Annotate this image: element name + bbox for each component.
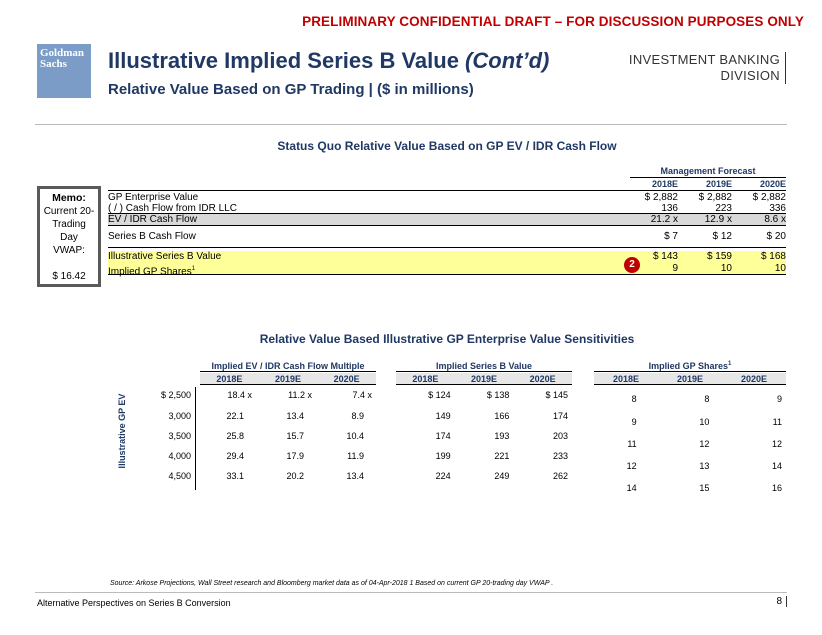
division-line2: DIVISION — [720, 68, 780, 83]
cell: 199 — [435, 451, 451, 461]
cell: $ 20 — [766, 231, 786, 242]
group-header-multiple: Implied EV / IDR Cash Flow Multiple — [200, 361, 376, 372]
cell: $ 7 — [664, 231, 678, 242]
status-quo-title: Status Quo Relative Value Based on GP EV / IDR Cash Flow — [277, 139, 617, 153]
title-main: Illustrative Implied Series B Value — [108, 48, 466, 73]
table-row — [396, 468, 572, 488]
cell: 9 — [777, 394, 783, 404]
cell: 14 — [626, 483, 637, 493]
cell: 8.9 — [351, 411, 364, 421]
cell: 10.4 — [346, 431, 364, 441]
group-header-gp-shares: Implied GP Shares$^1$ — [594, 361, 786, 372]
table-row — [108, 263, 786, 278]
management-forecast-label: Management Forecast — [630, 166, 786, 178]
table-row — [108, 226, 786, 248]
cell: 8 — [631, 394, 637, 404]
multiple-grid — [200, 387, 376, 488]
row-label: ( / ) Cash Flow from IDR LLC — [108, 203, 237, 214]
cell: 249 — [494, 471, 510, 481]
source-note: Source: Arkose Projections, Wall Street research and Bloomberg market data as of 04-Apr-2018 1 Based on current GP 20-trading day VWAP . — [110, 580, 554, 587]
sq-year-header: 2019E — [705, 179, 732, 189]
cell: 193 — [494, 431, 510, 441]
table-row — [594, 428, 786, 448]
gp-ev-axis — [110, 388, 134, 488]
memo-line: Day — [60, 232, 78, 243]
cell: 17.9 — [286, 451, 304, 461]
cell: 25.8 — [226, 431, 244, 441]
table-row — [594, 468, 786, 493]
cell: 8.6 x — [764, 214, 786, 225]
cell: $ 143 — [652, 251, 678, 262]
row-label: Illustrative Series B Value — [108, 251, 222, 262]
gp-ev-axis-label: Illustrative GP EV — [117, 393, 127, 469]
year-header-row — [396, 373, 572, 385]
cell: 22.1 — [226, 411, 244, 421]
page-title — [108, 48, 549, 74]
cell: 13.4 — [346, 471, 364, 481]
memo-line: VWAP: — [53, 245, 85, 256]
division-line1: INVESTMENT BANKING — [628, 52, 780, 67]
footnote-marker: 1 — [191, 266, 196, 272]
table-row — [594, 408, 786, 428]
cell: $ 168 — [760, 251, 786, 262]
page-number: 8 — [760, 596, 787, 607]
cell: 12 — [626, 461, 637, 471]
sq-year-header: 2020E — [759, 179, 786, 189]
memo-vwap-value: $ 16.42 — [52, 271, 86, 282]
row-label: GP Enterprise Value — [108, 192, 199, 203]
logo-line1: Goldman — [40, 47, 85, 59]
gp-ev-value: $ 2,500 — [160, 390, 191, 400]
gp-ev-value: 4,000 — [168, 451, 191, 461]
cell: 203 — [552, 431, 569, 441]
cell: 166 — [494, 411, 510, 421]
cell: 9 — [631, 417, 637, 427]
group-header-series-b: Implied Series B Value — [396, 361, 572, 372]
year-header-row — [200, 373, 376, 385]
gp-ev-value: 3,500 — [168, 431, 191, 441]
status-quo-table — [108, 192, 786, 278]
step-badge: 2 — [624, 257, 640, 273]
year-header: 2018E — [612, 374, 640, 384]
cell: 12 — [772, 439, 783, 449]
cell: $ 2,882 — [752, 192, 786, 203]
table-row — [396, 448, 572, 468]
table-row — [108, 251, 786, 263]
cell: 21.2 x — [650, 214, 678, 225]
cell: 18.4 x — [227, 390, 252, 400]
row-label: EV / IDR Cash Flow — [108, 214, 197, 225]
footer-title: Alternative Perspectives on Series B Conversion — [37, 598, 231, 608]
title-suffix: (Cont’d) — [465, 48, 550, 73]
cell: 11.2 x — [288, 390, 312, 400]
sq-year-header: 2018E — [651, 179, 678, 189]
gp-ev-value: 3,000 — [168, 411, 191, 421]
division-label — [626, 52, 786, 84]
cell: $ 2,882 — [644, 192, 678, 203]
cell: 10 — [774, 263, 786, 274]
cell: 233 — [552, 451, 569, 461]
footer-divider — [35, 592, 787, 593]
memo-line: Trading — [52, 219, 86, 230]
table-row — [594, 448, 786, 471]
cell: 14 — [772, 461, 783, 471]
cell: $ 138 — [486, 390, 510, 400]
logo-line2: Sachs — [40, 58, 67, 70]
year-header: 2019E — [470, 374, 498, 384]
header-divider — [35, 124, 787, 125]
table-row — [396, 428, 572, 448]
cell: 13.4 — [286, 411, 304, 421]
sensitivity-title: Relative Value Based Illustrative GP Enterprise Value Sensitivities — [259, 332, 635, 346]
cell: 12.9 x — [704, 214, 732, 225]
year-header: 2020E — [740, 374, 768, 384]
row-label: Implied GP Shares$^1$ — [108, 266, 196, 278]
table-row — [108, 214, 786, 226]
cell: 336 — [769, 203, 786, 214]
cell: 20.2 — [286, 471, 304, 481]
cell: $ 2,882 — [698, 192, 732, 203]
cell: 221 — [494, 451, 510, 461]
table-row — [200, 428, 376, 448]
cell: 174 — [552, 411, 569, 421]
footnote-marker: 1 — [728, 361, 732, 367]
year-header: 2020E — [333, 374, 360, 384]
cell: 149 — [435, 411, 451, 421]
cell: 8 — [704, 394, 710, 404]
cell: 15.7 — [286, 431, 304, 441]
gp-shares-grid — [594, 387, 786, 493]
year-header: 2019E — [676, 374, 704, 384]
table-row — [108, 192, 786, 203]
table-row — [396, 387, 572, 408]
page-subtitle: Relative Value Based on GP Trading | ($ in millions) — [108, 81, 474, 98]
cell: 174 — [435, 431, 451, 441]
cell: 11 — [772, 417, 783, 427]
series-b-value-grid — [396, 387, 572, 488]
table-row — [396, 408, 572, 428]
year-header: 2019E — [274, 374, 302, 384]
memo-box — [37, 186, 101, 287]
cell: 224 — [435, 471, 451, 481]
table-row — [200, 387, 376, 408]
cell: 10 — [720, 263, 732, 274]
cell: 10 — [699, 417, 710, 427]
cell: 15 — [699, 483, 710, 493]
confidential-banner: PRELIMINARY CONFIDENTIAL DRAFT – FOR DISCUSSION PURPOSES ONLY — [302, 14, 804, 29]
sq-header-rule — [108, 190, 786, 191]
footnote-text: 1 Based on current GP 20-trading day VWAP . — [409, 580, 554, 587]
cell: 223 — [715, 203, 732, 214]
year-header: 2020E — [529, 374, 556, 384]
table-row — [594, 387, 786, 408]
cell: $ 145 — [545, 390, 569, 400]
cell: $ 124 — [428, 390, 451, 400]
table-row — [200, 408, 376, 428]
cell: 12 — [699, 439, 710, 449]
memo-title: Memo: — [52, 192, 86, 204]
cell: 262 — [552, 471, 569, 481]
gp-ev-value: 4,500 — [168, 471, 191, 481]
cell: 9 — [672, 263, 678, 274]
cell: 33.1 — [226, 471, 244, 481]
cell: $ 159 — [706, 251, 732, 262]
year-header: 2018E — [412, 374, 439, 384]
cell: $ 12 — [712, 231, 732, 242]
cell: 11.9 — [347, 451, 364, 461]
table-row — [200, 468, 376, 488]
row-label: Series B Cash Flow — [108, 231, 196, 242]
table-row — [108, 203, 786, 214]
goldman-sachs-logo — [37, 44, 91, 98]
cell: 16 — [772, 483, 783, 493]
memo-line: Current 20- — [43, 206, 95, 217]
cell: 136 — [661, 203, 678, 214]
cell: 7.4 x — [352, 390, 372, 400]
cell: 29.4 — [226, 451, 244, 461]
year-header: 2018E — [216, 374, 243, 384]
table-row — [200, 448, 376, 468]
gp-ev-column — [140, 387, 196, 490]
year-header-row — [594, 373, 786, 385]
cell: 13 — [699, 461, 710, 471]
cell: 11 — [627, 439, 637, 449]
